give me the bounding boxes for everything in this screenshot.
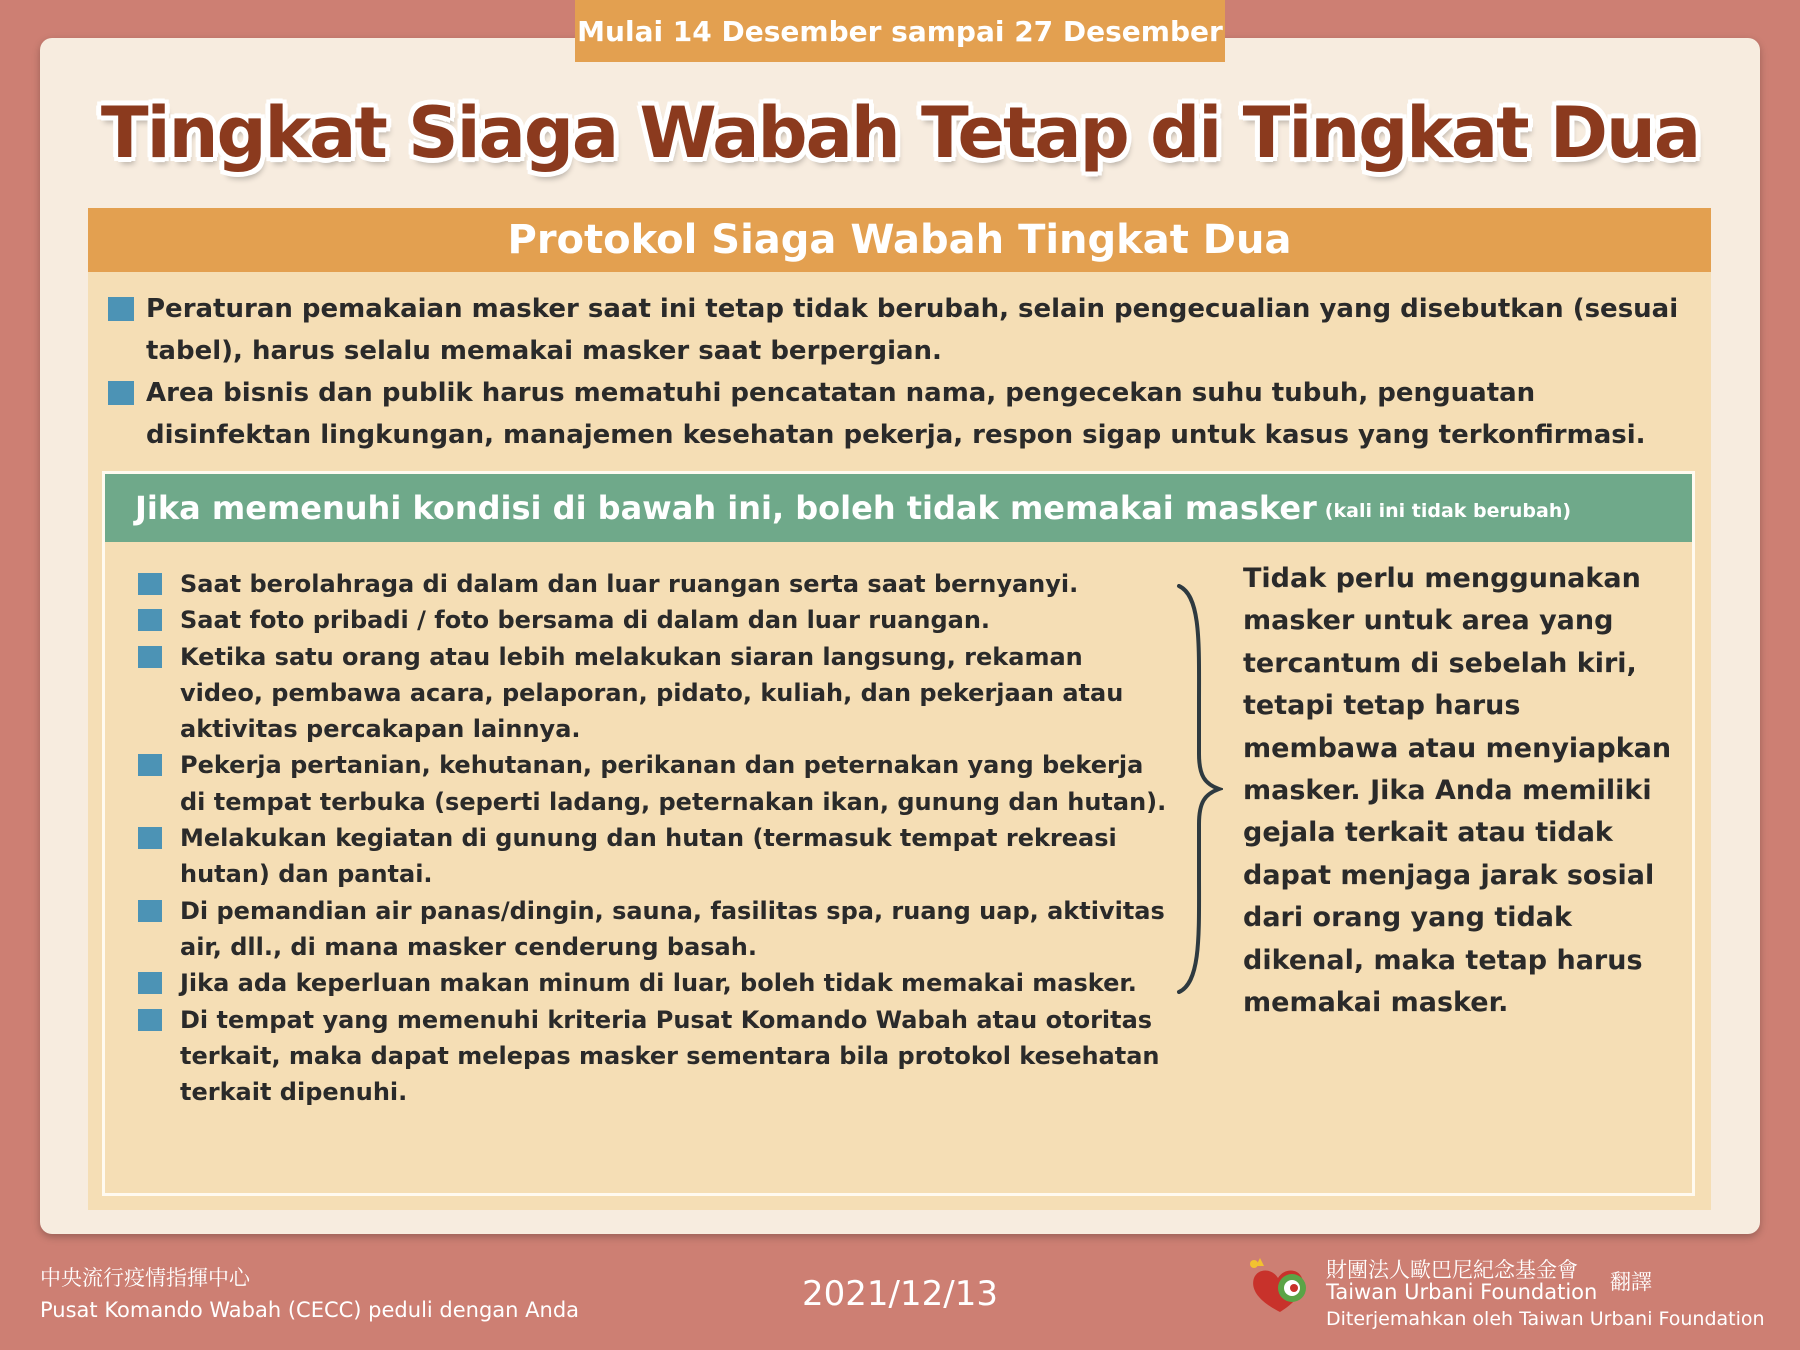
conditions-title: Jika memenuhi kondisi di bawah ini, boleh tidak memakai masker (kali ini tidak berubah) — [105, 474, 1692, 542]
translator-credit — [1240, 1252, 1765, 1332]
list-item: Ketika satu orang atau lebih melakukan siaran langsung, rekaman video, pembawa acara, pelaporan, pidato, kuliah, dan pekerjaan atau aktivitas percakapan lainnya. — [138, 639, 1168, 748]
list-item: Melakukan kegiatan di gunung dan hutan (termasuk tempat rekreasi hutan) dan pantai. — [138, 820, 1168, 893]
list-item: Jika ada keperluan makan minum di luar, boleh tidak memakai masker. — [138, 965, 1168, 1001]
list-item: Pekerja pertanian, kehutanan, perikanan dan peternakan yang bekerja di tempat terbuka (seperti ladang, peternakan ikan, gunung dan hutan). — [138, 747, 1168, 820]
rules-list — [108, 288, 1698, 456]
curly-brace-icon — [1175, 584, 1223, 994]
square-bullet-icon — [108, 297, 134, 321]
translator-name-zh: 財團法人歐巴尼紀念基金會 — [1326, 1258, 1578, 1282]
translator-name-en: Taiwan Urbani Foundation — [1326, 1280, 1598, 1304]
list-item: Di pemandian air panas/dingin, sauna, fasilitas spa, ruang uap, aktivitas air, dll., di mana masker cenderung basah. — [138, 893, 1168, 966]
square-bullet-icon — [138, 1009, 162, 1031]
square-bullet-icon — [138, 754, 162, 776]
date-range-label: Mulai 14 Desember sampai 27 Desember — [577, 14, 1223, 48]
cecc-credit — [40, 1262, 579, 1326]
square-bullet-icon — [138, 900, 162, 922]
list-item: Saat foto pribadi / foto bersama di dalam dan luar ruangan. — [138, 602, 1168, 638]
square-bullet-icon — [138, 972, 162, 994]
cecc-name-zh: 中央流行疫情指揮中心 — [40, 1266, 250, 1290]
publish-date: 2021/12/13 — [802, 1274, 998, 1314]
square-bullet-icon — [108, 381, 134, 405]
date-range-tab — [575, 0, 1225, 62]
list-item: Area bisnis dan publik harus mematuhi pencatatan nama, pengecekan suhu tubuh, penguatan disinfektan lingkungan, manajemen kesehatan pekerja, respon sigap untuk kasus yang terkonfirmasi. — [108, 372, 1698, 456]
translate-label: 翻譯 — [1610, 1270, 1652, 1294]
conditions-note: (kali ini tidak berubah) — [1324, 500, 1572, 522]
translated-by: Diterjemahkan oleh Taiwan Urbani Foundation — [1326, 1308, 1765, 1330]
side-note: Tidak perlu menggunakan masker untuk area yang tercantum di sebelah kiri, tetapi tetap harus membawa atau menyiapkan masker. Jika Anda memiliki gejala terkait atau tidak dapat menjaga jarak sosial dari orang yang tidak dikenal, maka tetap harus memakai masker. — [1243, 563, 1672, 1019]
cecc-name-id: Pusat Komando Wabah (CECC) peduli dengan Anda — [40, 1298, 580, 1322]
list-item: Di tempat yang memenuhi kriteria Pusat Komando Wabah atau otoritas terkait, maka dapat melepas masker sementara bila protokol kesehatan terkait dipenuhi. — [138, 1002, 1168, 1111]
conditions-box — [102, 471, 1695, 1196]
square-bullet-icon — [138, 646, 162, 668]
protocol-title: Protokol Siaga Wabah Tingkat Dua — [88, 208, 1711, 272]
conditions-list — [138, 566, 1168, 1110]
list-item: Saat berolahraga di dalam dan luar ruangan serta saat bernyanyi. — [138, 566, 1168, 602]
protocol-panel — [88, 208, 1711, 1210]
square-bullet-icon — [138, 609, 162, 631]
page-title: Tingkat Siaga Wabah Tetap di Tingkat Dua — [100, 92, 1700, 174]
square-bullet-icon — [138, 573, 162, 595]
list-item: Peraturan pemakaian masker saat ini tetap tidak berubah, selain pengecualian yang disebutkan (sesuai tabel), harus selalu memakai masker saat berpergian. — [108, 288, 1698, 372]
square-bullet-icon — [138, 827, 162, 849]
urbani-foundation-logo — [1240, 1252, 1324, 1322]
